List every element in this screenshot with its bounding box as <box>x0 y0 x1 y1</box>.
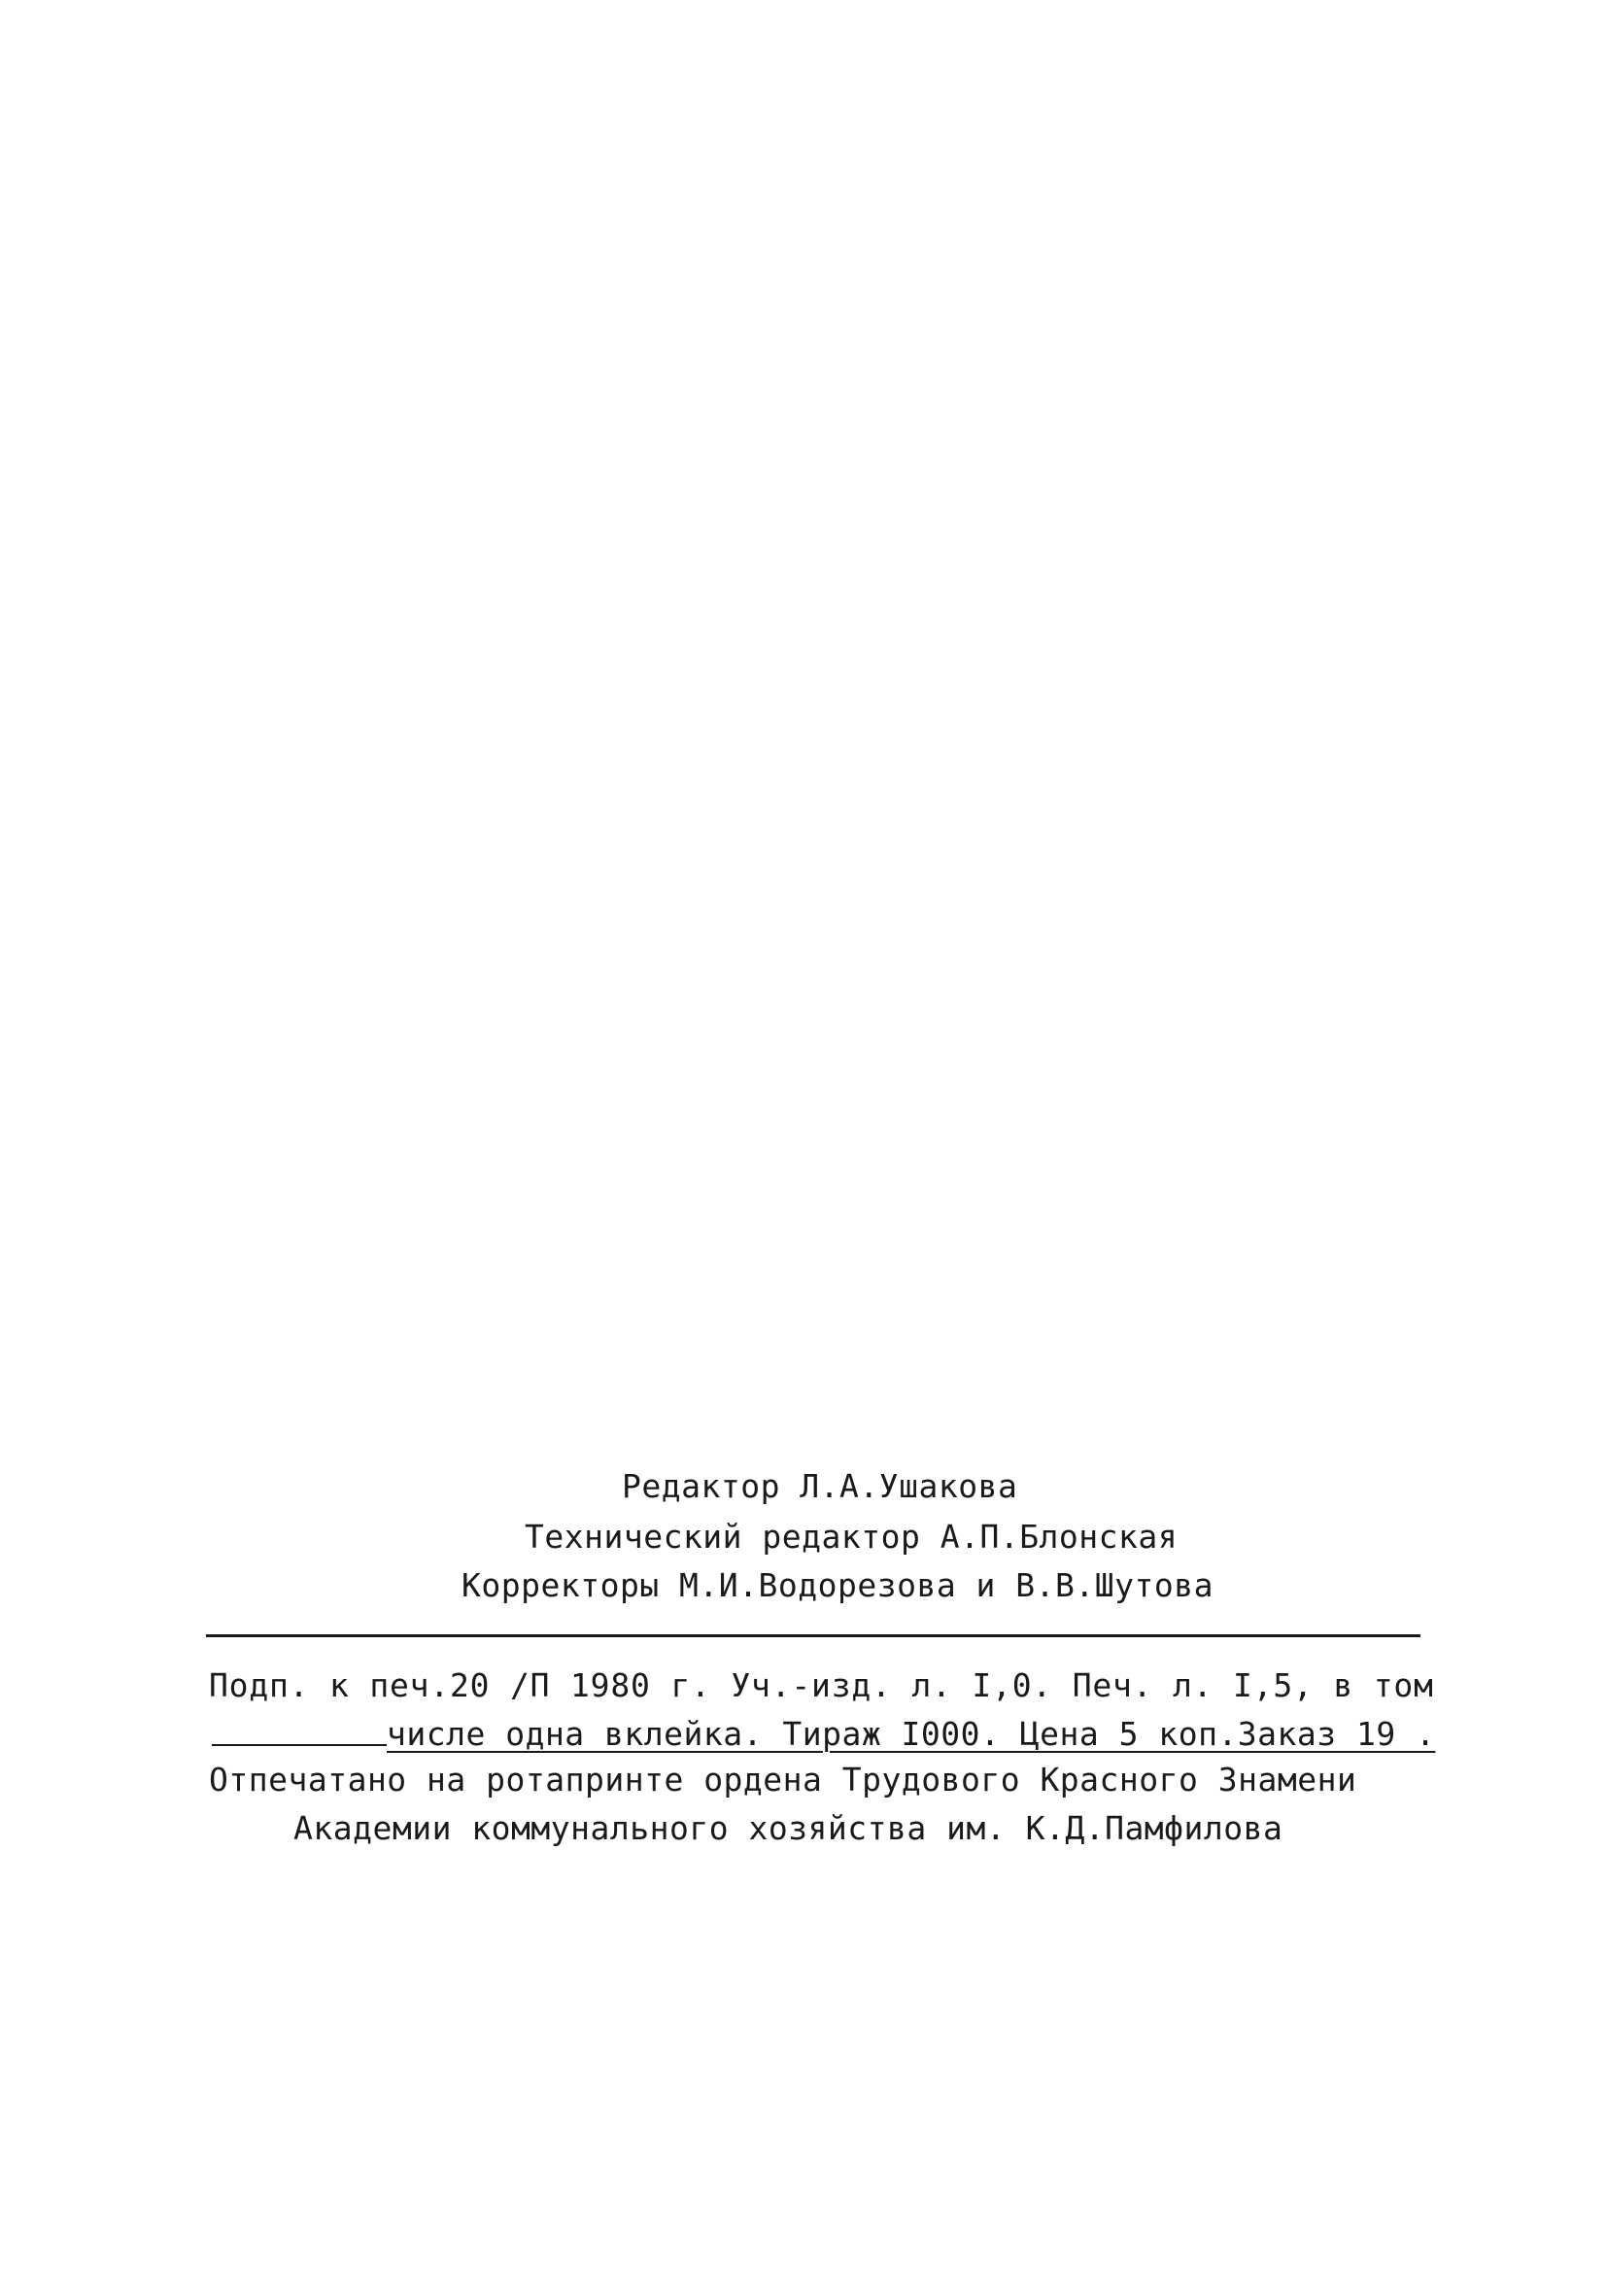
imprint-line-2: числе одна вклейка. Тираж I000. Цена 5 коп.Заказ 19 . <box>387 1715 1436 1753</box>
tech-editor-credit: Технический редактор А.П.Блонская <box>525 1518 1179 1556</box>
underline-lead <box>212 1744 387 1746</box>
imprint-line-1: Подп. к печ.20 /П 1980 г. Уч.-изд. л. I,0. Печ. л. I,5, в том <box>209 1666 1434 1704</box>
printer-line-1: Отпечатано на ротапринте ордена Трудового Красного Знамени <box>209 1761 1357 1799</box>
editor-credit: Редактор Л.А.Ушакова <box>622 1467 1018 1505</box>
separator-rule <box>206 1634 1420 1637</box>
printer-line-2: Академии коммунального хозяйства им. К.Д.Памфилова <box>293 1809 1283 1847</box>
correctors-credit: Корректоры М.И.Водорезова и В.В.Шутова <box>462 1566 1214 1604</box>
